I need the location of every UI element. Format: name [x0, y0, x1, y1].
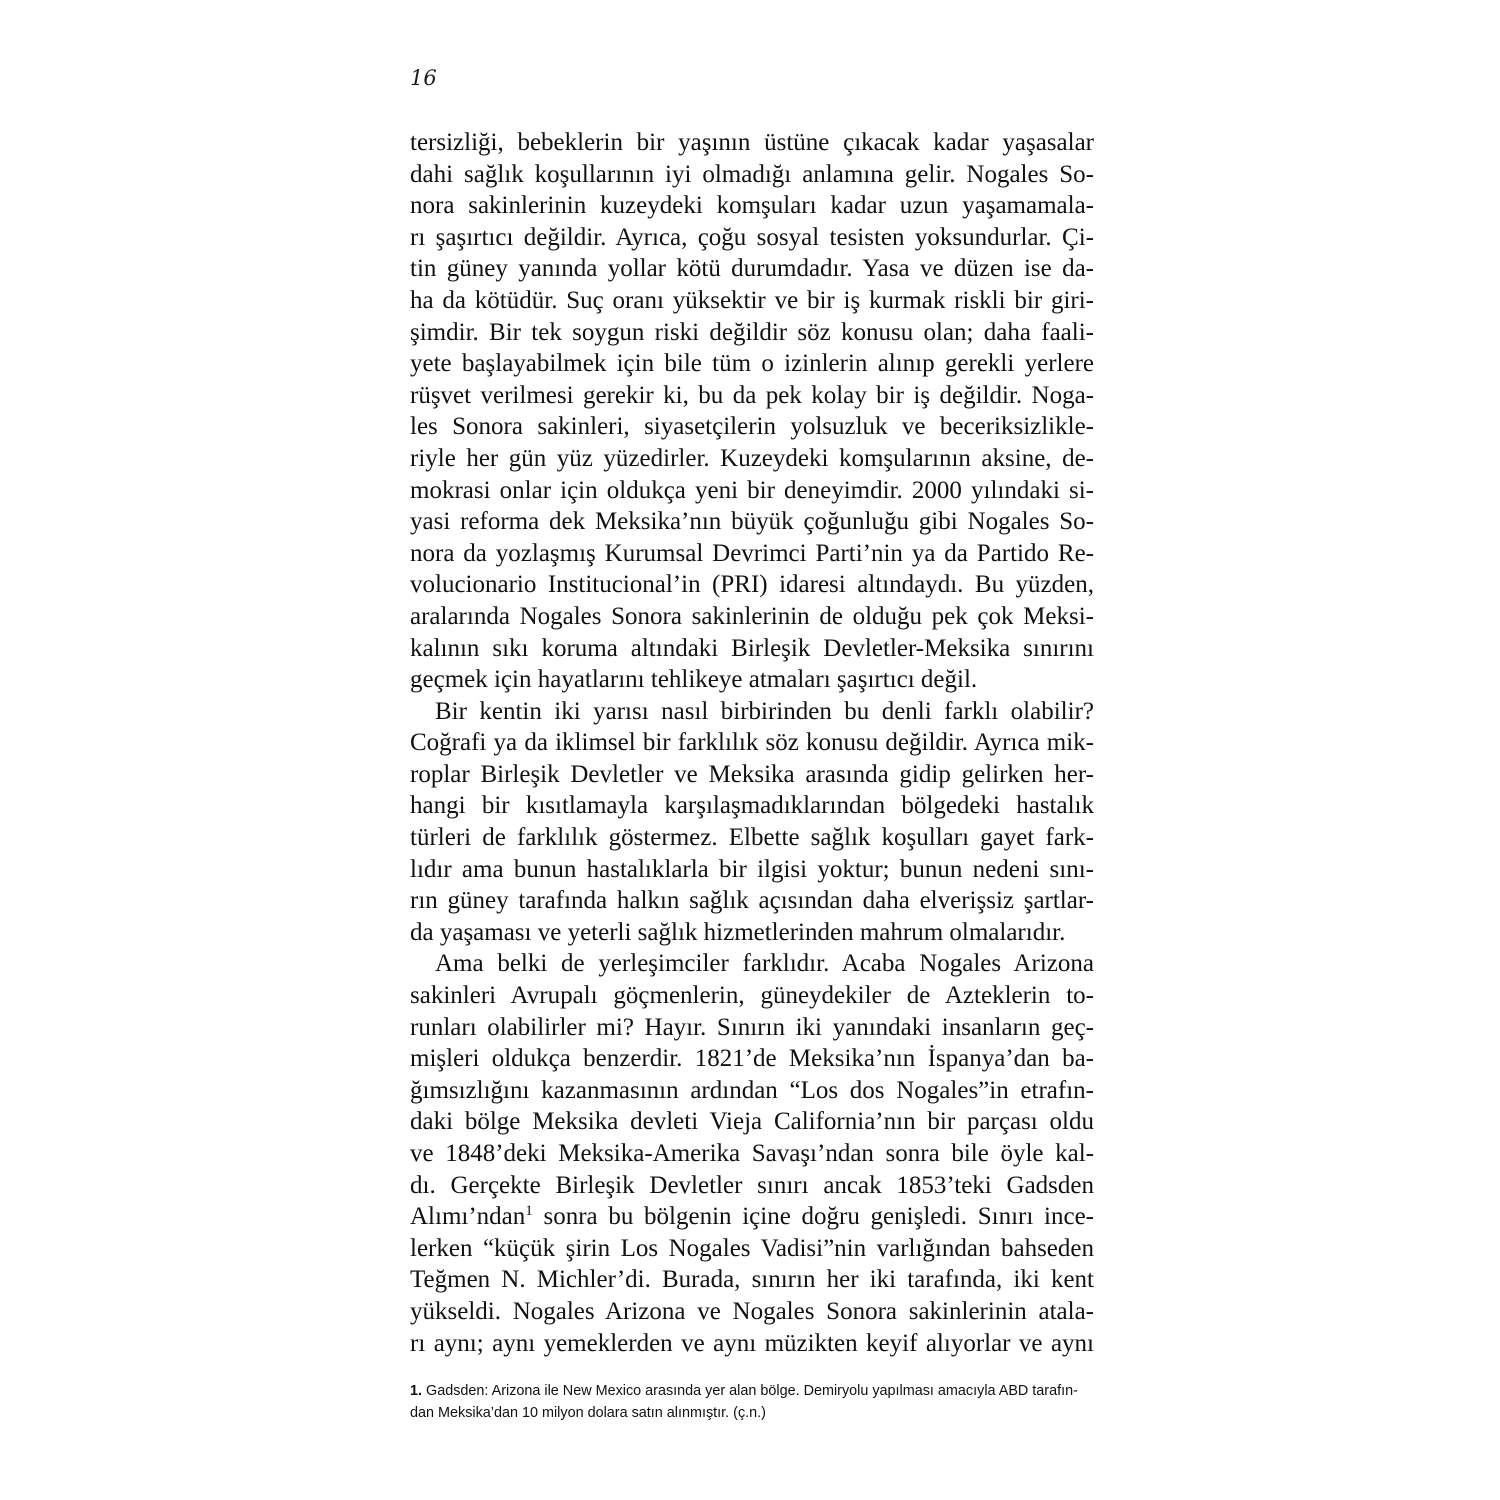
text-line: rın güney tarafında halkın sağlık açısından daha elverişsiz şartlar- [410, 887, 1094, 915]
text-line: tin güney yanında yollar kötü durumdadır. Yasa ve düzen ise da- [410, 255, 1094, 283]
footnote-reference[interactable]: 1 [525, 1203, 533, 1220]
text-line: sakinleri Avrupalı göçmenlerin, güneydekiler de Azteklerin to- [410, 982, 1094, 1010]
text-line: Coğrafi ya da iklimsel bir farklılık söz konusu değildir. Ayrıca mik- [410, 729, 1094, 757]
footnote-line: dan Meksika’dan 10 milyon dolara satın alınmıştır. (ç.n.) [410, 1405, 766, 1421]
text-line: yükseldi. Nogales Arizona ve Nogales Sonora sakinlerinin atala- [410, 1297, 1094, 1325]
text-line: tersizliği, bebeklerin bir yaşının üstüne çıkacak kadar yaşasalar [410, 129, 1094, 156]
text-line: ve 1848’deki Meksika-Amerika Savaşı’ndan sonra bile öyle kal- [410, 1140, 1094, 1167]
text-line-paragraph-start: Bir kentin iki yarısı nasıl birbirinden bu denli farklı olabilir? [435, 697, 1094, 725]
text-line: yete başlayabilmek için bile tüm o izinlerin alınıp gerekli yerlere [410, 350, 1094, 378]
text-line: yasi reforma dek Meksika’nın büyük çoğunluğu gibi Nogales So- [410, 508, 1094, 536]
text-line-with-footnote-ref [410, 1201, 1094, 1233]
text-line: ğımsızlığını kazanmasının ardından “Los dos Nogales”in etrafın- [410, 1076, 1094, 1104]
body-text [410, 127, 1094, 1359]
text-line: runları olabilirler mi? Hayır. Sınırın iki yanındaki insanların geç- [410, 1013, 1094, 1041]
text-line: rüşvet verilmesi gerekir ki, bu da pek kolay bir iş değildir. Noga- [410, 381, 1094, 409]
text-line-paragraph-start: Ama belki de yerleşimciler farklıdır. Acaba Nogales Arizona [435, 950, 1094, 978]
text-line: lerken “küçük şirin Los Nogales Vadisi”nin varlığından bahseden [410, 1234, 1094, 1262]
text-line: nora da yozlaşmış Kurumsal Devrimci Parti’nin ya da Partido Re- [410, 539, 1094, 567]
text-line: volucionario Institucional’in (PRI) idaresi altındaydı. Bu yüzden, [410, 571, 1094, 599]
text-line: les Sonora sakinleri, siyasetçilerin yolsuzluk ve beceriksizlikle- [410, 413, 1094, 441]
text-line: lıdır ama bunun hastalıklarla bir ilgisi yoktur; bunun nedeni sını- [410, 855, 1094, 883]
text-fragment: Alımı’ndan [410, 1203, 526, 1231]
text-line: kalının sıkı koruma altındaki Birleşik Devletler-Meksika sınırını [410, 634, 1094, 662]
text-line: dı. Gerçekte Birleşik Devletler sınırı ancak 1853’teki Gadsden [410, 1171, 1094, 1199]
text-line: riyle her gün yüz yüzedirler. Kuzeydeki komşularının aksine, de- [410, 444, 1094, 472]
text-line: nora sakinlerinin kuzeydeki komşuları kadar uzun yaşamamala- [410, 192, 1094, 220]
text-fragment: sonra bu bölgenin içine doğru genişledi. Sınırı ince- [532, 1203, 1094, 1231]
text-line: rı şaşırtıcı değildir. Ayrıca, çoğu sosyal tesisten yoksundurlar. Çi- [410, 223, 1094, 251]
page-number: 16 [410, 66, 437, 90]
footnote [410, 1380, 1094, 1424]
text-line: ha da kötüdür. Suç oranı yüksektir ve bir iş kurmak riskli bir giri- [410, 286, 1094, 314]
text-line: mişleri oldukça benzerdir. 1821’de Meksika’nın İspanya’dan ba- [410, 1045, 1094, 1073]
text-line: dahi sağlık koşullarının iyi olmadığı anlamına gelir. Nogales So- [410, 160, 1094, 188]
text-line: roplar Birleşik Devletler ve Meksika arasında gidip gelirken her- [410, 760, 1094, 788]
text-line: türleri de farklılık göstermez. Elbette sağlık koşulları gayet fark- [410, 824, 1094, 852]
footnote-line [410, 1380, 1094, 1402]
footnote-number: 1. [410, 1383, 423, 1399]
text-line-paragraph-end: geçmek için hayatlarını tehlikeye atmaları şaşırtıcı değil. [410, 666, 978, 694]
footnote-text: Gadsden: Arizona ile New Mexico arasında yer alan bölge. Demiryolu yapılması amacıyla ABD tarafın- [426, 1383, 1078, 1399]
text-line: şimdir. Bir tek soygun riski değildir söz konusu olan; daha faali- [410, 318, 1094, 346]
text-line: rı aynı; aynı yemeklerden ve aynı müzikten keyif alıyorlar ve aynı [410, 1329, 1094, 1357]
text-line: mokrasi onlar için oldukça yeni bir deneyimdir. 2000 yılındaki si- [410, 476, 1094, 504]
text-line: aralarında Nogales Sonora sakinlerinin de olduğu pek çok Meksi- [410, 602, 1094, 630]
text-line-paragraph-end: da yaşaması ve yeterli sağlık hizmetlerinden mahrum olmalarıdır. [410, 918, 1066, 946]
text-line: Teğmen N. Michler’di. Burada, sınırın her iki tarafında, iki kent [410, 1266, 1094, 1294]
text-line: daki bölge Meksika devleti Vieja California’nın bir parçası oldu [410, 1108, 1094, 1136]
text-line: hangi bir kısıtlamayla karşılaşmadıklarından bölgedeki hastalık [410, 792, 1094, 820]
